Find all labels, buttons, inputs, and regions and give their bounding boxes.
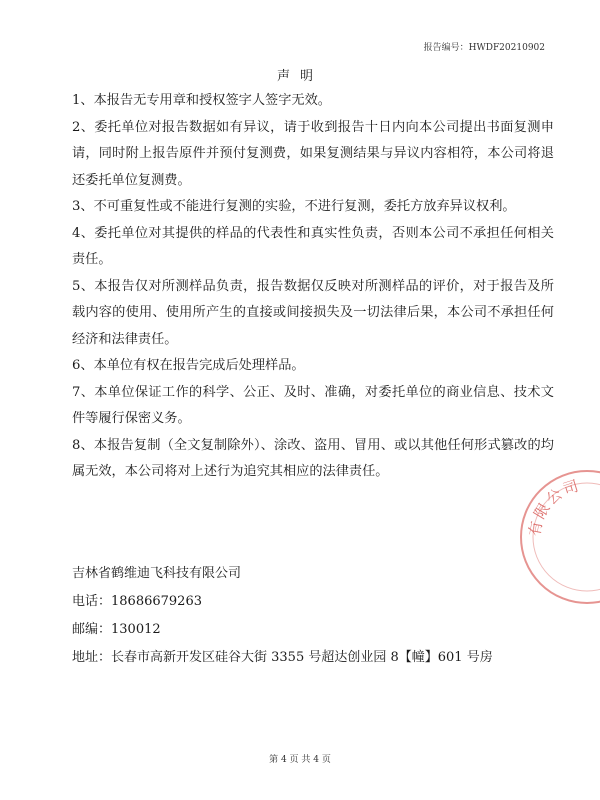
- company-phone: 电话：18686679263: [72, 594, 202, 609]
- clause-8: 8、本报告复制（全文复制除外）、涂改、盗用、冒用、或以其他任何形式篡改的均属无效，本公司将对上述行为追究其相应的法律责任。: [72, 437, 554, 479]
- clause-5: 5、本报告仅对所测样品负责，报告数据仅反映对所测样品的评价，对于报告及所载内容的使用、使用所产生的直接或间接损失及一切法律后果，本公司不承担任何经济和法律责任。: [72, 278, 554, 347]
- page-footer: 第 4 页 共 4 页: [269, 755, 331, 765]
- declaration-clauses: [72, 88, 554, 486]
- clause-1: 1、本报告无专用章和授权签字人签字无效。: [72, 93, 331, 108]
- clause-7: 7、本单位保证工作的科学、公正、及时、准确，对委托单位的商业信息、技术文件等履行保密义务。: [72, 384, 554, 426]
- company-info: [72, 560, 562, 672]
- svg-text:有限公司: 有限公司: [525, 476, 583, 538]
- clause-3: 3、不可重复性或不能进行复测的实验，不进行复测，委托方放弃异议权利。: [72, 199, 516, 214]
- clause-4: 4、委托单位对其提供的样品的代表性和真实性负责，否则本公司不承担任何相关责任。: [72, 225, 554, 267]
- clause-6: 6、本单位有权在报告完成后处理样品。: [72, 358, 305, 373]
- page-title: 声明: [276, 69, 323, 84]
- clause-2: 2、委托单位对报告数据如有异议，请于收到报告十日内向本公司提出书面复测申请，同时附上报告原件并预付复测费，如果复测结果与异议内容相符，本公司将退还委托单位复测费。: [72, 119, 554, 188]
- company-name: 吉林省鹤维迪飞科技有限公司: [72, 566, 242, 581]
- company-postcode: 邮编：130012: [72, 622, 161, 637]
- company-address: 地址：长春市高新开发区硅谷大街 3355 号超达创业园 8【幢】601 号房: [72, 650, 493, 665]
- report-number: 报告编号：HWDF20210902: [423, 43, 545, 53]
